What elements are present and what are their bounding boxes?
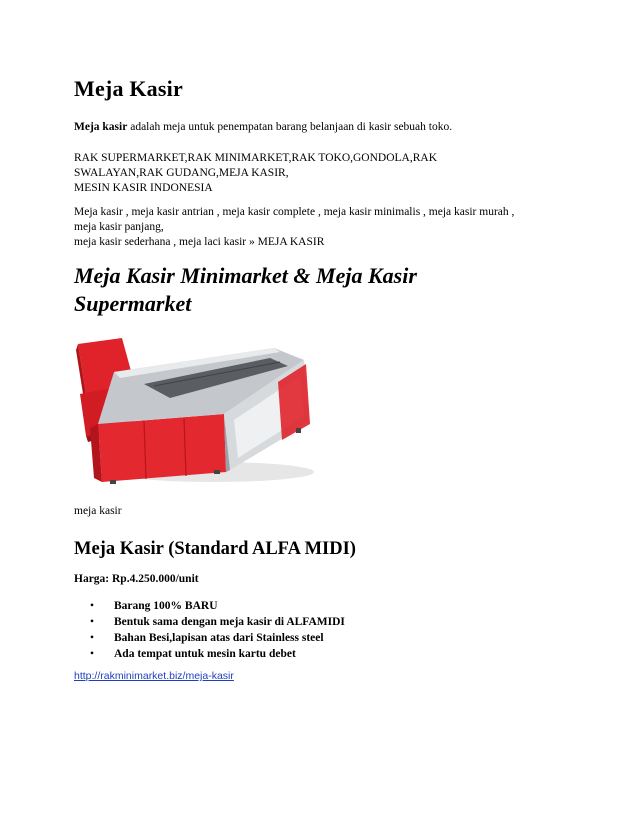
feature-text: Bahan Besi,lapisan atas dari Stainless steel bbox=[114, 632, 324, 644]
tags-paragraph bbox=[74, 205, 514, 250]
section-title-line: Supermarket bbox=[74, 291, 192, 316]
source-link[interactable]: http://rakminimarket.biz/meja-kasir bbox=[74, 670, 234, 682]
feature-item bbox=[90, 614, 345, 630]
categories-paragraph bbox=[74, 151, 437, 196]
bullet-icon: • bbox=[90, 616, 95, 628]
categories-line: SWALAYAN,RAK GUDANG,MEJA KASIR, bbox=[74, 167, 289, 179]
feature-text: Bentuk sama dengan meja kasir di ALFAMIDI bbox=[114, 616, 345, 628]
intro-paragraph bbox=[74, 120, 452, 135]
feature-item bbox=[90, 646, 345, 662]
section-title bbox=[74, 262, 554, 318]
feature-text: Ada tempat untuk mesin kartu debet bbox=[114, 648, 296, 660]
tags-line: meja kasir panjang, bbox=[74, 221, 164, 233]
product-title: Meja Kasir (Standard ALFA MIDI) bbox=[74, 539, 356, 559]
feature-item bbox=[90, 630, 345, 646]
image-caption: meja kasir bbox=[74, 505, 122, 517]
feature-text: Barang 100% BARU bbox=[114, 600, 218, 612]
product-price: Harga: Rp.4.250.000/unit bbox=[74, 573, 199, 585]
intro-text: adalah meja untuk penempatan barang belanjaan di kasir sebuah toko. bbox=[127, 121, 453, 133]
checkout-counter-image bbox=[74, 332, 314, 486]
bullet-icon: • bbox=[90, 632, 95, 644]
feature-list bbox=[90, 598, 345, 662]
intro-bold-term: Meja kasir bbox=[74, 121, 128, 133]
tags-line: meja kasir sederhana , meja laci kasir » MEJA KASIR bbox=[74, 236, 325, 248]
tags-line: Meja kasir , meja kasir antrian , meja kasir complete , meja kasir minimalis , meja kasir murah , bbox=[74, 206, 515, 218]
feature-item bbox=[90, 598, 345, 614]
page-title: Meja Kasir bbox=[74, 76, 183, 101]
categories-line: RAK SUPERMARKET,RAK MINIMARKET,RAK TOKO,GONDOLA,RAK bbox=[74, 152, 438, 164]
bullet-icon: • bbox=[90, 648, 95, 660]
categories-line: MESIN KASIR INDONESIA bbox=[74, 182, 213, 194]
bullet-icon: • bbox=[90, 600, 95, 612]
section-title-line: Meja Kasir Minimarket & Meja Kasir bbox=[74, 263, 417, 288]
